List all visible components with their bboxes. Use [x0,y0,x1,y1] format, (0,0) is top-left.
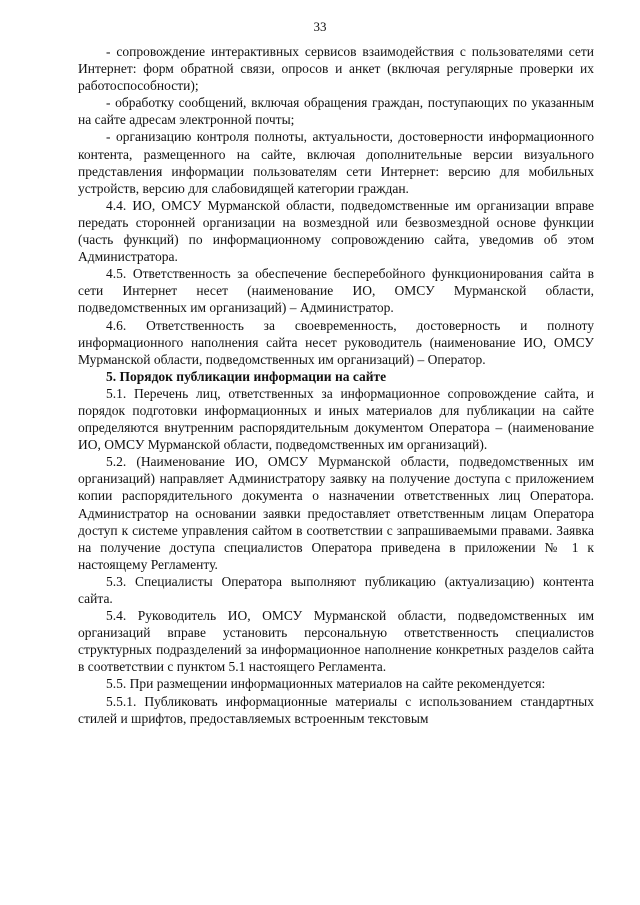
paragraph-clause: 4.4. ИО, ОМСУ Мурманской области, подведомственные им организации вправе передать сторонней организации на возмездной или безвозмездной основе функции (часть функций) по информационному сопровождению сайта, уведомив об этом Администратора. [78,197,594,265]
paragraph-clause: 4.6. Ответственность за своевременность, достоверность и полноту информационного наполнения сайта несет руководитель (наименование ИО, ОМСУ Мурманской области, подведомственных им организаций) – Оператор. [78,317,594,367]
paragraph-list-item: - сопровождение интерактивных сервисов взаимодействия с пользователями сети Интернет: форм обратной связи, опросов и анкет (включая регулярные проверки их работоспособности); [78,44,594,94]
document-body [78,43,594,727]
paragraph-clause: 5.3. Специалисты Оператора выполняют публикацию (актуализацию) контента сайта. [78,573,594,606]
paragraph-list-item: - организацию контроля полноты, актуальности, достоверности информационного контента, размещенного на сайте, включая дополнительные версии визуального представления информации пользователям сети Интернет: версию для мобильных устройств, версию для слабовидящей категории граждан. [78,129,594,196]
page-number: 33 [313,19,327,34]
paragraph-clause: 5.2. (Наименование ИО, ОМСУ Мурманской области, подведомственных им организаций) направляет Администратору заявку на получение доступа с приложением копии распорядительного документа о назначении ответственных лиц Оператора. Администратор на основании заявки предоставляет ответственным лицам Оператора доступ к системе управления сайтом в соответствии с запрашиваемыми правами. Заявка на получение доступа специалистов Оператора приведена в приложении № 1 к настоящему Регламенту. [78,454,594,572]
section-title: 5. Порядок публикации информации на сайте [106,368,387,384]
paragraph-clause: 5.5.1. Публиковать информационные материалы с использованием стандартных стилей и шрифтов, предоставляемых встроенным текстовым [78,693,594,726]
paragraph-clause: 4.5. Ответственность за обеспечение бесперебойного функционирования сайта в сети Интернет несет (наименование ИО, ОМСУ Мурманской области, подведомственных им организаций) – Администратор. [78,266,594,316]
paragraph-clause: 5.1. Перечень лиц, ответственных за информационное сопровождение сайта, и порядок подготовки информационных и иных материалов для публикации на сайте определяются внутренним распорядительным документом Оператора – (наименование ИО, ОМСУ Мурманской области, подведомственных им организаций). [78,385,594,453]
paragraph-clause: 5.5. При размещении информационных материалов на сайте рекомендуется: [106,676,546,692]
paragraph-clause: 5.4. Руководитель ИО, ОМСУ Мурманской области, подведомственных им организаций вправе установить персональную ответственность специалистов структурных подразделений за информационное наполнение конкретных разделов сайта в соответствии с пунктом 5.1 настоящего Регламента. [78,608,594,675]
paragraph-list-item: - обработку сообщений, включая обращения граждан, поступающих по указанным на сайте адресам электронной почты; [78,95,594,128]
